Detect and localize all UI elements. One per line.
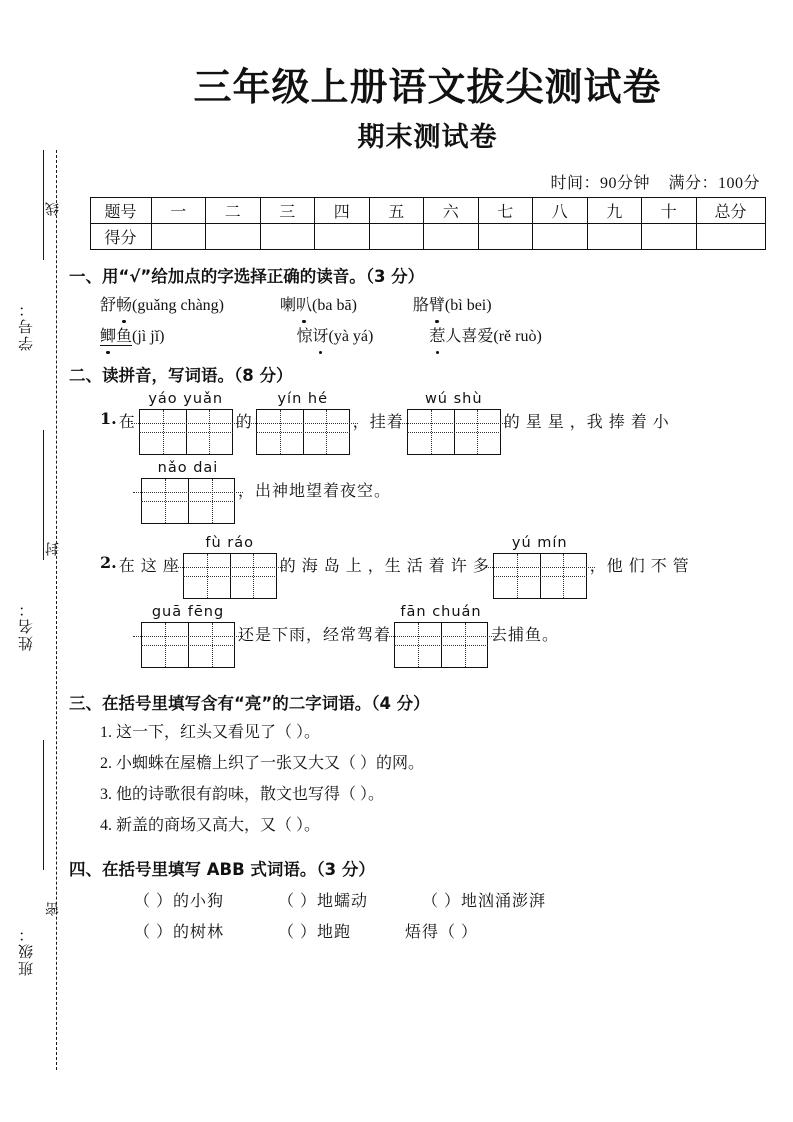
grid-cell[interactable] <box>257 410 303 454</box>
sentence-text: 的 星 星 ，我 捧 着 小 <box>503 414 670 431</box>
page-title: 三年级上册语文拔尖测试卷 <box>193 64 662 109</box>
sentence-text: 去捕鱼。 <box>491 627 560 644</box>
tianzige-naodai[interactable] <box>141 459 235 524</box>
score-cell-6[interactable] <box>424 224 479 250</box>
table-row-scores <box>90 224 765 250</box>
abb-blank-pao[interactable]: （ ）地跑 <box>278 924 352 941</box>
section-3-item-3[interactable]: 3. 他的诗歌很有韵味，散文也写得（ ）。 <box>100 786 385 803</box>
sentence-text: ，出神地望着夜空。 <box>238 483 392 500</box>
pinyin-label: fān chuán <box>400 604 482 620</box>
score-col-3: 三 <box>260 198 315 224</box>
grid-cell[interactable] <box>408 410 454 454</box>
pinyin-label: nǎo dai <box>157 460 219 476</box>
score-col-4: 四 <box>315 198 370 224</box>
score-table-head-question: 题号 <box>90 198 151 224</box>
sentence-text: 在 <box>118 414 136 431</box>
sentence-text: 在 这 座 <box>118 558 180 575</box>
grid-cell[interactable] <box>184 554 230 598</box>
pinyin-label: yáo yuǎn <box>148 391 224 407</box>
score-cell-5[interactable] <box>369 224 424 250</box>
tianzige-furao[interactable] <box>183 534 277 599</box>
seal-label-xian: 线 <box>46 200 61 216</box>
grid-cell[interactable] <box>441 623 487 667</box>
grid-cell[interactable] <box>142 479 188 523</box>
score-col-5: 五 <box>369 198 424 224</box>
score-cell-2[interactable] <box>206 224 261 250</box>
sentence-text: 的 海 岛 上 ，生 活 着 许 多 <box>279 558 490 575</box>
abb-blank-xiaogou[interactable]: （ ）的小狗 <box>134 893 225 910</box>
sentence-text: ，挂着 <box>352 414 404 431</box>
score-cell-total[interactable] <box>696 224 765 250</box>
pinyin-label: yín hé <box>277 391 328 407</box>
grid-cell[interactable] <box>140 410 186 454</box>
seal-label-class: 班级： <box>19 925 35 976</box>
score-cell-4[interactable] <box>315 224 370 250</box>
seal-divider-line-3 <box>43 740 44 870</box>
section-2-heading: 二、读拼音，写词语。（8 分） <box>69 366 293 385</box>
grid-cell[interactable] <box>303 410 349 454</box>
score-table <box>90 197 766 250</box>
item-number: 2. <box>100 553 117 572</box>
exam-duration: 时间：90分钟 <box>550 175 650 192</box>
item-number: 1. <box>100 409 117 428</box>
score-col-9: 九 <box>587 198 642 224</box>
grid-cell[interactable] <box>454 410 500 454</box>
pinyin-choice-laba[interactable]: 喇叭(ba bā) <box>280 297 357 314</box>
pinyin-choice-reren[interactable]: 惹人喜爱(rě ruò) <box>429 328 541 345</box>
grid-cell[interactable] <box>230 554 276 598</box>
section-2-item-1-cont <box>138 459 793 524</box>
tianzige-yumin[interactable] <box>493 534 587 599</box>
seal-label-mi: 密 <box>46 900 61 916</box>
score-col-6: 六 <box>424 198 479 224</box>
tianzige-yinhe[interactable] <box>256 390 350 455</box>
exam-paper-body <box>62 0 793 1122</box>
section-4-row-1 <box>134 888 793 911</box>
grid-cell[interactable] <box>142 623 188 667</box>
pinyin-label: wú shù <box>424 391 483 407</box>
sentence-text: ，他 们 不 管 <box>589 558 690 575</box>
abb-blank-xiongyong[interactable]: （ ）地汹涌澎湃 <box>422 893 547 910</box>
writing-grid[interactable] <box>183 553 277 599</box>
section-3-item-4[interactable]: 4. 新盖的商场又高大，又（ ）。 <box>100 817 321 834</box>
score-cell-7[interactable] <box>478 224 533 250</box>
abb-blank-shulin[interactable]: （ ）的树林 <box>134 924 225 941</box>
score-cell-1[interactable] <box>151 224 206 250</box>
abb-blank-wude[interactable]: 焐得（ ） <box>405 924 479 941</box>
grid-cell[interactable] <box>395 623 441 667</box>
pinyin-choice-shuchang[interactable]: 舒畅(guǎng chàng) <box>100 297 224 314</box>
writing-grid[interactable] <box>394 622 488 668</box>
tianzige-fanchuan[interactable] <box>394 603 488 668</box>
seal-label-student-id: 学号： <box>19 300 35 351</box>
seal-label-name: 姓名： <box>19 600 35 651</box>
writing-grid[interactable] <box>141 622 235 668</box>
score-col-7: 七 <box>478 198 533 224</box>
score-cell-3[interactable] <box>260 224 315 250</box>
table-row-question-numbers <box>90 198 765 224</box>
score-col-1: 一 <box>151 198 206 224</box>
pinyin-choice-jingya[interactable]: 惊讶(yà yá) <box>296 328 373 345</box>
section-3-item-1[interactable]: 1. 这一下，红头又看见了（ ）。 <box>100 724 321 741</box>
score-col-total: 总分 <box>696 198 765 224</box>
tianzige-wushu[interactable] <box>407 390 501 455</box>
pinyin-choice-gebi[interactable]: 胳臂(bì bei) <box>413 297 492 314</box>
seal-margin-strip <box>0 0 62 1122</box>
writing-grid[interactable] <box>407 409 501 455</box>
grid-cell[interactable] <box>540 554 586 598</box>
abb-blank-rudong[interactable]: （ ）地蠕动 <box>278 893 369 910</box>
section-1-heading: 一、用“√”给加点的字选择正确的读音。（3 分） <box>69 267 425 286</box>
section-4-heading: 四、在括号里填写 ABB 式词语。（3 分） <box>69 860 375 879</box>
writing-grid[interactable] <box>493 553 587 599</box>
score-col-2: 二 <box>206 198 261 224</box>
exam-meta <box>62 170 760 193</box>
tianzige-yaoyuan[interactable] <box>139 390 233 455</box>
section-3-heading: 三、在括号里填写含有“亮”的二字词语。（4 分） <box>69 694 430 713</box>
pinyin-label: fù ráo <box>205 535 255 551</box>
writing-grid[interactable] <box>139 409 233 455</box>
grid-cell[interactable] <box>494 554 540 598</box>
section-3-item-2[interactable]: 2. 小蜘蛛在屋檐上织了一张又大又（ ）的网。 <box>100 755 425 772</box>
tianzige-guafeng[interactable] <box>141 603 235 668</box>
page-subtitle: 期末测试卷 <box>357 122 498 153</box>
section-2-item-2 <box>100 534 793 599</box>
score-col-10: 十 <box>642 198 697 224</box>
pinyin-label: yú mín <box>511 535 568 551</box>
pinyin-label: guā fēng <box>151 604 225 620</box>
writing-grid[interactable] <box>141 478 235 524</box>
exam-total-score: 满分：100分 <box>668 175 760 192</box>
grid-cell[interactable] <box>188 623 234 667</box>
section-1-row-1 <box>100 294 793 318</box>
score-table-head-score: 得分 <box>90 224 151 250</box>
grid-cell[interactable] <box>186 410 232 454</box>
section-4-row-2 <box>134 919 793 942</box>
score-cell-9[interactable] <box>587 224 642 250</box>
pinyin-choice-jiyu[interactable]: 鲫鱼(jì jǐ) <box>100 328 164 346</box>
score-cell-10[interactable] <box>642 224 697 250</box>
sentence-text: 的 <box>235 414 253 431</box>
score-cell-8[interactable] <box>533 224 588 250</box>
seal-dashed-line <box>56 150 57 1070</box>
seal-label-feng: 封 <box>46 540 61 556</box>
section-2-item-2-cont <box>138 603 793 668</box>
writing-grid[interactable] <box>256 409 350 455</box>
score-col-8: 八 <box>533 198 588 224</box>
sentence-text: 还是下雨，经常驾着 <box>238 627 392 644</box>
section-2-item-1 <box>100 390 793 455</box>
grid-cell[interactable] <box>188 479 234 523</box>
section-1-row-2 <box>100 325 793 349</box>
